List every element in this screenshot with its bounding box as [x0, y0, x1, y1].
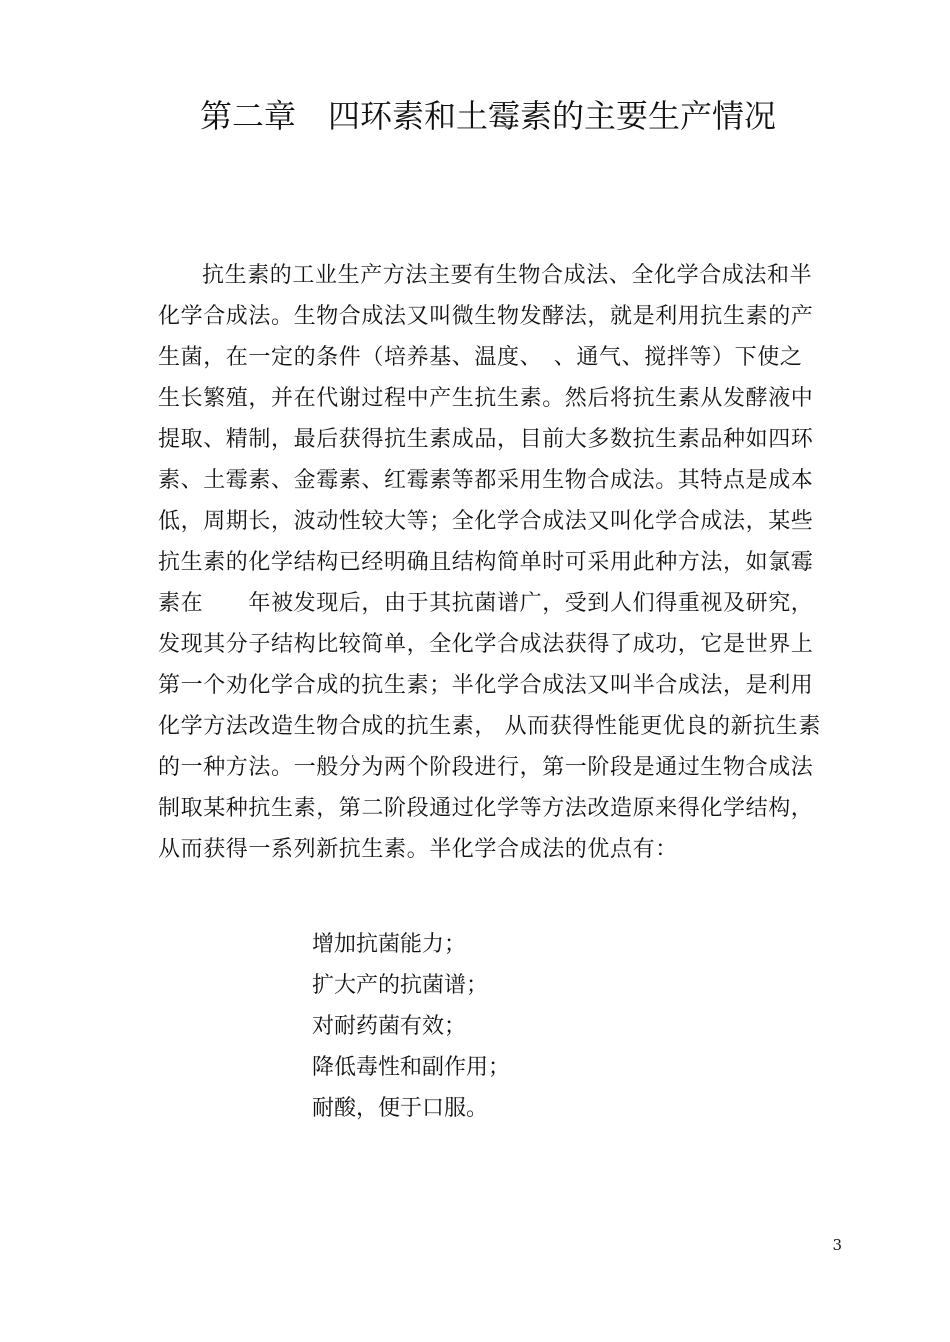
paragraph-line: 化学合成法。生物合成法又叫微生物发酵法，就是利用抗生素的产 [158, 304, 814, 329]
paragraph-line: 的一种方法。一般分为两个阶段进行，第一阶段是通过生物合成法 [158, 755, 814, 780]
paragraph-line: 发现其分子结构比较简单，全化学合成法获得了成功，它是世界上 [158, 632, 814, 657]
advantage-item: 增加抗菌能力； [312, 932, 467, 957]
advantage-item: 扩大产的抗菌谱； [312, 973, 489, 998]
chapter-title: 第二章 四环素和土霉素的主要生产情况 [200, 97, 777, 135]
paragraph-line: 生长繁殖，并在代谢过程中产生抗生素。然后将抗生素从发酵液中 [158, 386, 814, 411]
paragraph-line: 低，周期长，波动性较大等；全化学合成法又叫化学合成法，某些 [158, 509, 814, 534]
page-number: 3 [832, 1236, 842, 1254]
advantage-item: 对耐药菌有效； [312, 1014, 467, 1039]
paragraph-line: 从而获得一系列新抗生素。半化学合成法的优点有： [158, 837, 678, 862]
paragraph-line: 第一个劝化学合成的抗生素；半化学合成法又叫半合成法，是利用 [158, 673, 814, 698]
paragraph-line: 抗生素的工业生产方法主要有生物合成法、全化学合成法和半 [202, 263, 813, 288]
paragraph-line: 化学方法改造生物合成的抗生素， 从而获得性能更优良的新抗生素 [158, 714, 821, 739]
paragraph-line: 生菌，在一定的条件（培养基、温度、 、通气、搅拌等）下使之 [158, 345, 803, 370]
advantage-item: 耐酸，便于口服。 [312, 1096, 489, 1121]
advantages-list [312, 924, 732, 1129]
paragraph-line: 提取、精制，最后获得抗生素成品，目前大多数抗生素品种如四环 [158, 427, 814, 452]
paragraph-line: 抗生素的化学结构已经明确且结构简单时可采用此种方法，如氯霉 [158, 550, 814, 575]
paragraph-line: 素在 年被发现后，由于其抗菌谱广，受到人们得重视及研究， [158, 591, 814, 616]
paragraph-line: 制取某种抗生素，第二阶段通过化学等方法改造原来得化学结构， [158, 796, 814, 821]
body-paragraph [158, 255, 821, 870]
advantage-item: 降低毒性和副作用； [312, 1055, 511, 1080]
paragraph-line: 素、土霉素、金霉素、红霉素等都采用生物合成法。其特点是成本 [158, 468, 814, 493]
